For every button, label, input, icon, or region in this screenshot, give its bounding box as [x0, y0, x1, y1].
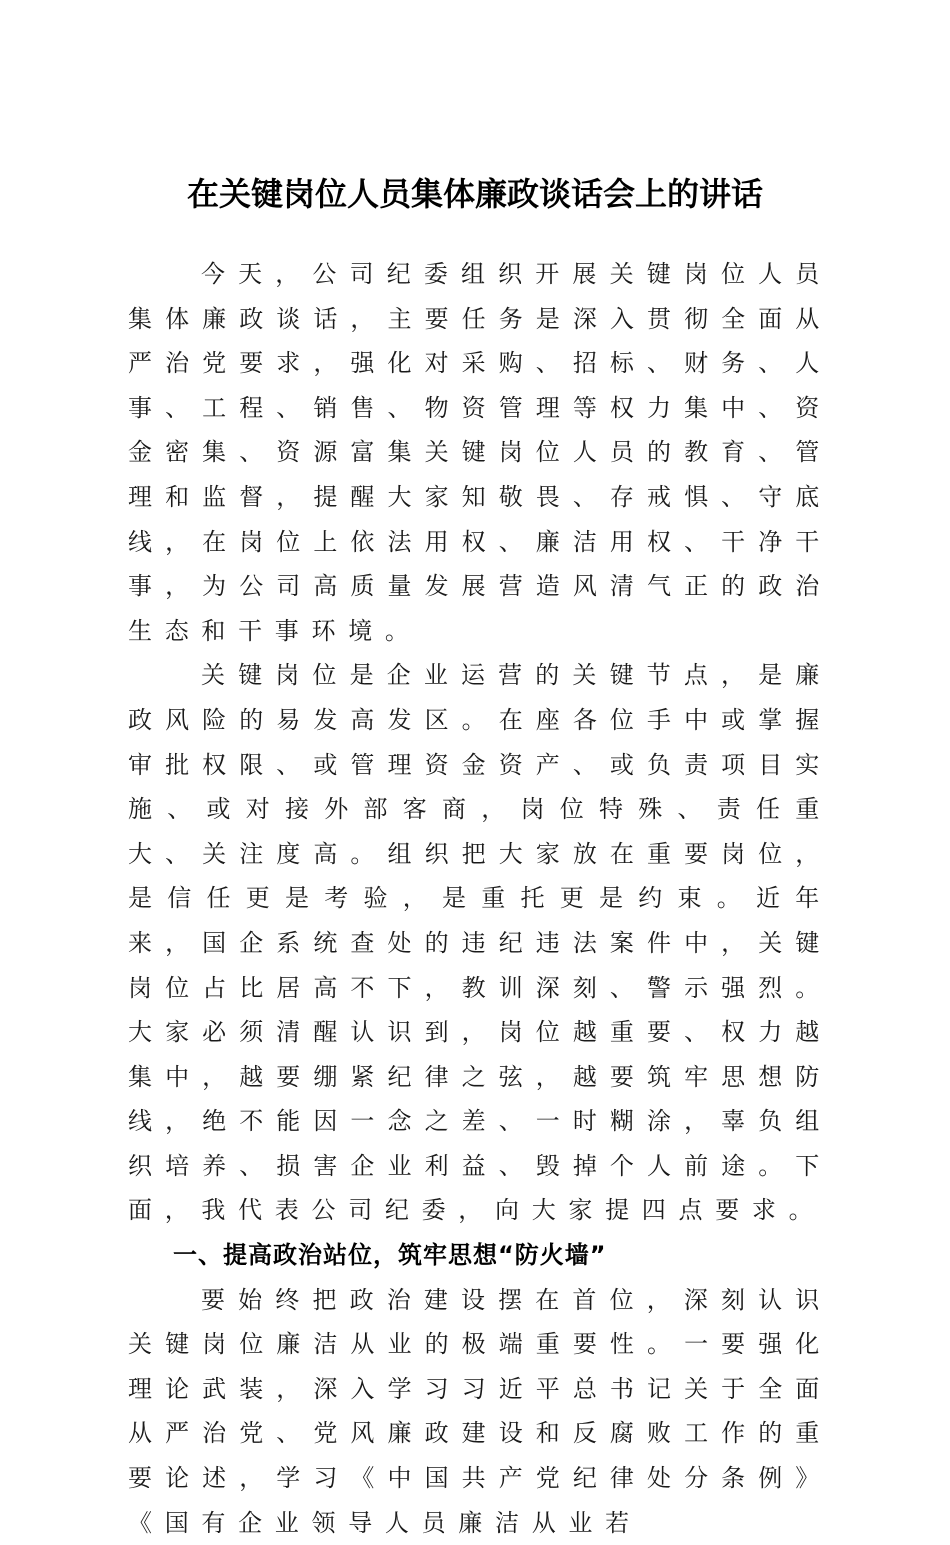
- paragraph-key-positions: 关键岗位是企业运营的关键节点，是廉政风险的易发高发区。在座各位手中或掌握审批权限、或管理资金资产、或负责项目实施、或对接外部客商，岗位特殊、责任重大、关注度高。组织把大家放在重要岗位，是信任更是考验，是重托更是约束。近年来，国企系统查处的违纪违法案件中，关键岗位占比居高不下，教训深刻、警示强烈。大家必须清醒认识到，岗位越重要、权力越集中，越要绷紧纪律之弦，越要筑牢思想防线，绝不能因一念之差、一时糊涂，辜负组织培养、损害企业利益、毁掉个人前途。下面，我代表公司纪委，向大家提四点要求。: [128, 661, 832, 1225]
- document-body: [128, 252, 832, 1545]
- section-heading-1: 一、提高政治站位，筑牢思想“防火墙”: [173, 1241, 607, 1270]
- paragraph-political-construction: 要始终把政治建设摆在首位，深刻认识关键岗位廉洁从业的极端重要性。一要强化理论武装，深入学习习近平总书记关于全面从严治党、党风廉政建设和反腐败工作的重要论述，学习《中国共产党纪律处分条例》《国有企业领导人员廉洁从业若: [128, 1285, 832, 1537]
- paragraph-intro: 今天，公司纪委组织开展关键岗位人员集体廉政谈话，主要任务是深入贯彻全面从严治党要求，强化对采购、招标、财务、人事、工程、销售、物资管理等权力集中、资金密集、资源富集关键岗位人员的教育、管理和监督，提醒大家知敬畏、存戒惧、守底线，在岗位上依法用权、廉洁用权、干净干事，为公司高质量发展营造风清气正的政治生态和干事环境。: [128, 260, 832, 645]
- document-title: 在关键岗位人员集体廉政谈话会上的讲话: [186, 175, 763, 213]
